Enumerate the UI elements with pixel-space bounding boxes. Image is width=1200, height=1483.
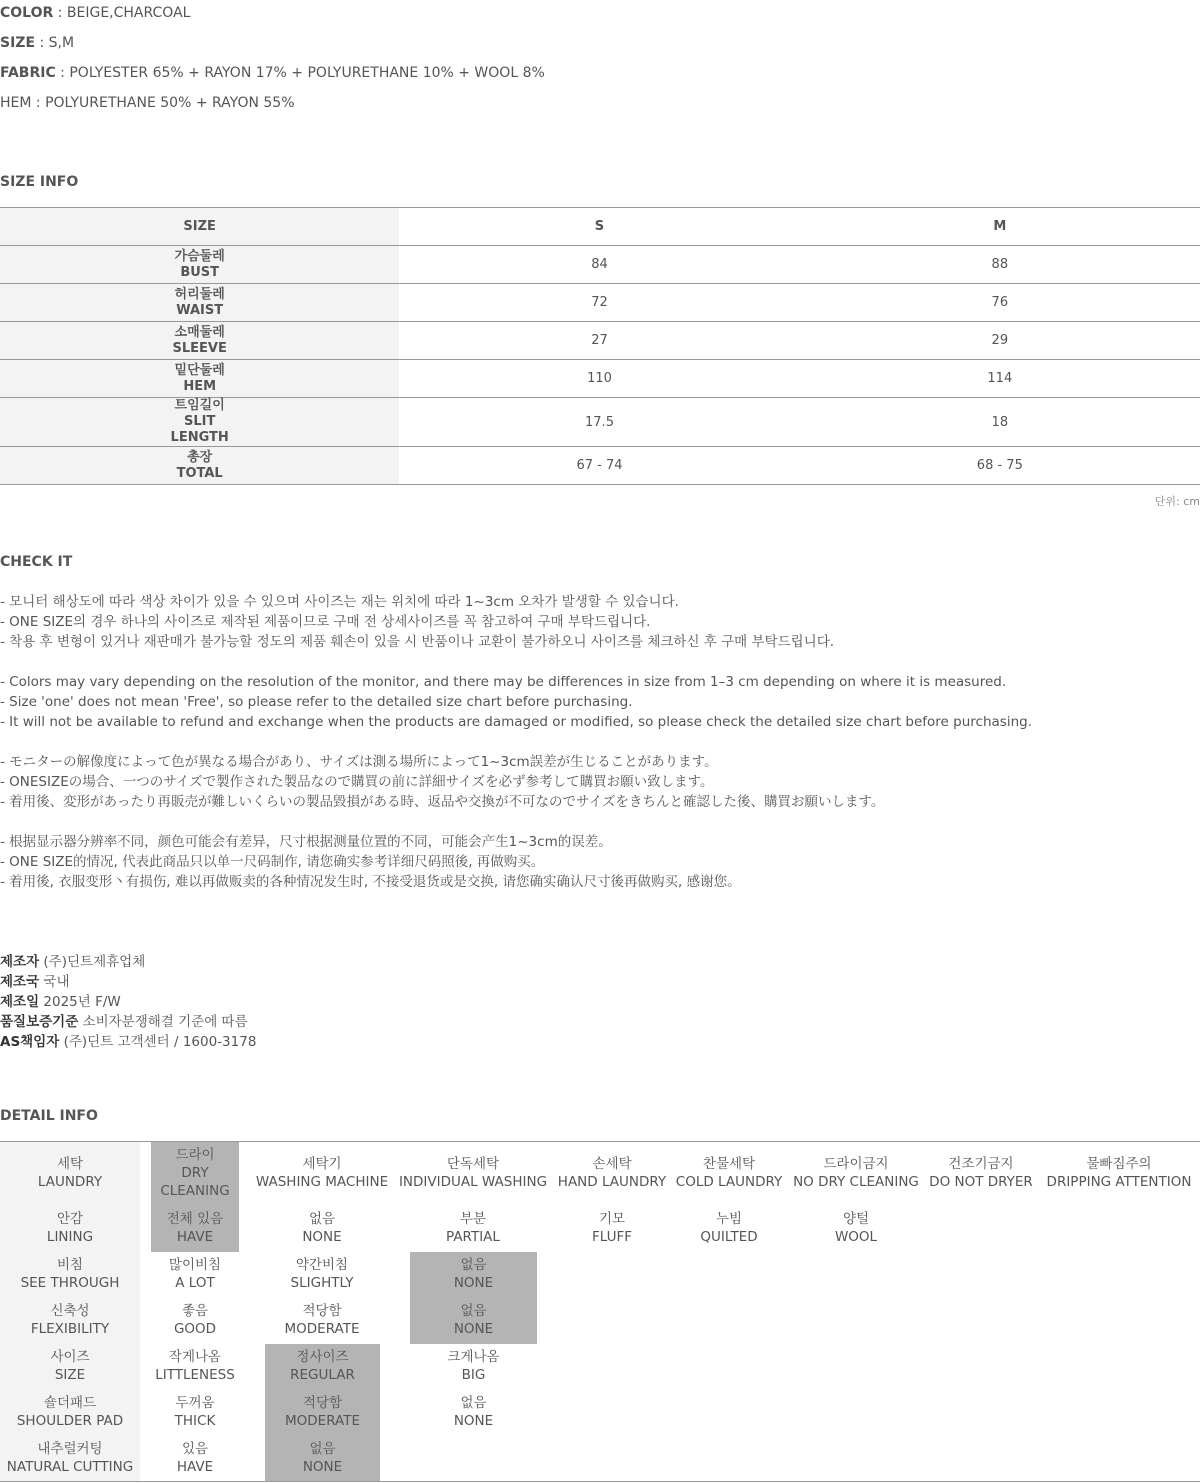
option-en: WASHING MACHINE — [255, 1174, 389, 1190]
option-hand-laundry — [555, 1155, 669, 1191]
option-en: A LOT — [175, 1275, 215, 1291]
size-row-label — [0, 284, 399, 322]
as-value: (주)딘트 고객센터 / 1600-3178 — [59, 1034, 257, 1050]
label-ko: 신축성 — [50, 1303, 90, 1319]
label-ko: 가슴둘레 — [174, 248, 225, 264]
spec-fabric-value: : POLYESTER 65% + RAYON 17% + POLYURETHANE 10% + WOOL 8% — [55, 65, 545, 81]
option-no-dry-cleaning — [790, 1155, 922, 1191]
spec-color-value: : BEIGE,CHARCOAL — [53, 5, 191, 21]
option-en: THICK — [174, 1413, 216, 1429]
date-label: 제조일 — [0, 994, 40, 1010]
detail-label-flexibility — [0, 1302, 140, 1338]
date-line — [0, 992, 121, 1012]
option-shoulder-pad-none — [410, 1394, 537, 1430]
detail-label-laundry — [0, 1155, 140, 1191]
option-en: NONE — [453, 1275, 494, 1291]
country-label: 제조국 — [0, 974, 40, 990]
label-ko: 안감 — [56, 1211, 84, 1227]
manufacturer-line — [0, 952, 145, 972]
option-en: REGULAR — [290, 1367, 355, 1383]
option-washing-machine — [252, 1155, 392, 1191]
label-ko: 내추럴커팅 — [37, 1441, 103, 1457]
option-en: DO NOT DRYER — [929, 1174, 1033, 1190]
label-ko: 밑단둘레 — [174, 362, 225, 378]
option-en: INDIVIDUAL WASHING — [398, 1174, 548, 1190]
label-ko: 소매둘레 — [174, 324, 225, 340]
size-cell-m: 76 — [800, 284, 1200, 322]
option-see-through-a-lot — [140, 1256, 250, 1292]
check-note-en: - Size 'one' does not mean 'Free', so please refer to the detailed size chart before purchasing. — [0, 694, 633, 710]
size-cell-s: 110 — [399, 360, 799, 398]
option-ko: 크게나옴 — [447, 1349, 500, 1365]
size-table — [0, 207, 1200, 485]
label-en: SHOULDER PAD — [16, 1413, 124, 1429]
detail-label-lining — [0, 1210, 140, 1246]
size-cell-s: 17.5 — [399, 398, 799, 447]
size-cell-s: 67 - 74 — [399, 447, 799, 485]
size-row-total — [0, 447, 1200, 485]
label-en: BUST — [180, 264, 220, 280]
detail-label-natural-cutting — [0, 1440, 140, 1476]
size-row-waist — [0, 284, 1200, 322]
option-ko: 세탁기 — [302, 1156, 342, 1172]
size-header-m: M — [800, 208, 1200, 246]
size-table-header — [0, 208, 1200, 246]
size-row-label — [0, 360, 399, 398]
option-en: LITTLENESS — [155, 1367, 235, 1383]
check-note-ko: - 모니터 해상도에 따라 색상 차이가 있을 수 있으며 사이즈는 재는 위치에 따라 1~3cm 오차가 발생할 수 있습니다. — [0, 594, 679, 610]
option-en: QUILTED — [700, 1229, 758, 1245]
check-note-zh: - ONE SIZE的情况, 代表此商品只以单一尺码制作, 请您确实参考详细尺码照後, 再做购买。 — [0, 854, 545, 870]
manufacturer-value: (주)딘트제휴업체 — [39, 954, 146, 970]
option-ko: 없음 — [460, 1395, 487, 1411]
label-en: TOTAL — [176, 465, 223, 481]
label-ko: 비침 — [56, 1257, 84, 1273]
option-lining-wool — [790, 1210, 922, 1246]
option-ko: 적당함 — [302, 1303, 342, 1319]
option-lining-quilted — [670, 1210, 788, 1246]
label-en: NATURAL CUTTING — [6, 1459, 134, 1475]
option-en: HAVE — [176, 1229, 214, 1245]
size-row-hem — [0, 360, 1200, 398]
option-lining-partial — [398, 1210, 548, 1246]
option-ko: 있음 — [181, 1441, 209, 1457]
spec-fabric — [0, 65, 545, 81]
check-note-ja: - ONESIZEの場合、一つのサイズで製作された製品なので購買の前に詳細サイズを必ず参考して購買お願い致します。 — [0, 774, 714, 790]
label-ko: 세탁 — [56, 1156, 84, 1172]
option-ko: 물빠짐주의 — [1086, 1156, 1152, 1172]
option-en: HAVE — [176, 1459, 214, 1475]
option-ko: 없음 — [308, 1211, 336, 1227]
spec-size-value: : S,M — [35, 35, 75, 51]
option-shoulder-pad-moderate — [265, 1394, 380, 1430]
size-row-sleeve — [0, 322, 1200, 360]
check-note-ko: - 착용 후 변형이 있거나 재판매가 불가능할 정도의 제품 훼손이 있을 시 반품이나 교환이 불가하오니 사이즈를 체크하신 후 구매 부탁드립니다. — [0, 634, 835, 650]
size-header-size: SIZE — [0, 208, 399, 246]
option-ko: 작게나옴 — [168, 1349, 222, 1365]
option-flexibility-moderate — [252, 1302, 392, 1338]
label-ko: 트임길이 — [174, 398, 225, 413]
option-en: MODERATE — [284, 1321, 360, 1337]
country-value: 국내 — [39, 974, 70, 990]
option-flexibility-none — [410, 1302, 537, 1338]
spec-hem: HEM : POLYURETHANE 50% + RAYON 55% — [0, 95, 295, 111]
option-en: NONE — [302, 1229, 342, 1245]
option-ko: 드라이 — [175, 1147, 215, 1163]
size-row-slit-length — [0, 398, 1200, 447]
option-en: BIG — [461, 1367, 486, 1383]
detail-info-title: DETAIL INFO — [0, 1108, 98, 1124]
as-label: AS책임자 — [0, 1034, 60, 1050]
size-row-label — [0, 447, 399, 485]
option-dripping-attention — [1040, 1155, 1198, 1191]
size-cell-m: 68 - 75 — [800, 447, 1200, 485]
size-unit: 단위: cm — [1154, 495, 1200, 508]
warranty-label: 품질보증기준 — [0, 1014, 79, 1030]
check-note-ja: - モニターの解像度によって色が異なる場合があり、サイズは測る場所によって1~3cm誤差が生じることがあります。 — [0, 754, 718, 770]
label-en2: LENGTH — [170, 430, 229, 445]
size-info-title: SIZE INFO — [0, 174, 79, 190]
size-row-label — [0, 246, 399, 284]
option-size-littleness — [140, 1348, 250, 1384]
check-it-title: CHECK IT — [0, 554, 73, 570]
option-ko: 두꺼움 — [175, 1395, 215, 1411]
check-note-ko: - ONE SIZE의 경우 하나의 사이즈로 제작된 제품이므로 구매 전 상세사이즈를 꼭 참고하여 구매 부탁드립니다. — [0, 614, 651, 630]
option-en: NONE — [453, 1413, 494, 1429]
size-cell-m: 114 — [800, 360, 1200, 398]
option-ko: 약간비침 — [295, 1257, 349, 1273]
option-en: NO DRY CLEANING — [793, 1174, 919, 1190]
option-en: GOOD — [173, 1321, 217, 1337]
label-en: SIZE — [54, 1367, 86, 1383]
label-en: LAUNDRY — [37, 1174, 103, 1190]
option-ko: 누빔 — [715, 1211, 743, 1227]
spec-color-label: COLOR — [0, 5, 54, 21]
option-see-through-slightly — [252, 1256, 392, 1292]
option-en: COLD LAUNDRY — [675, 1174, 783, 1190]
option-ko: 없음 — [309, 1441, 336, 1457]
option-en: DRY — [181, 1165, 209, 1181]
option-ko: 찬물세탁 — [702, 1156, 756, 1172]
size-row-label — [0, 398, 399, 447]
manufacturer-label: 제조자 — [0, 954, 40, 970]
option-ko: 전체 있음 — [166, 1211, 224, 1227]
option-shoulder-pad-thick — [140, 1394, 250, 1430]
detail-label-shoulder-pad — [0, 1394, 140, 1430]
size-cell-s: 27 — [399, 322, 799, 360]
option-lining-have — [151, 1210, 239, 1246]
label-ko: 총장 — [187, 449, 213, 465]
option-individual-washing — [398, 1155, 548, 1191]
option-ko: 단독세탁 — [446, 1156, 500, 1172]
option-see-through-none — [410, 1256, 537, 1292]
label-ko: 허리둘레 — [174, 286, 225, 302]
label-ko: 사이즈 — [50, 1349, 90, 1365]
spec-size — [0, 35, 74, 51]
option-en: PARTIAL — [446, 1229, 500, 1245]
spec-size-label: SIZE — [0, 35, 36, 51]
spec-color — [0, 5, 190, 21]
option-en: NONE — [453, 1321, 494, 1337]
date-value: 2025년 F/W — [39, 994, 121, 1010]
label-en: SLIT — [183, 414, 216, 429]
check-note-ja: - 着用後、変形があったり再販売が難しいくらいの製品毀損がある時、返品や交換が不可なのでサイズをきちんと確認した後、購買お願いします。 — [0, 794, 885, 810]
option-ko: 기모 — [598, 1211, 626, 1227]
option-flexibility-good — [140, 1302, 250, 1338]
spec-fabric-label: FABRIC — [0, 65, 56, 81]
detail-label-size — [0, 1348, 140, 1384]
label-en: SLEEVE — [172, 340, 227, 356]
detail-bottom-border — [0, 1481, 1200, 1482]
warranty-value: 소비자분쟁해결 기준에 따름 — [78, 1014, 248, 1030]
option-do-not-dryer — [924, 1155, 1038, 1191]
check-note-zh: - 根据显示器分辨率不同，颜色可能会有差异，尺寸根据测量位置的不同，可能会产生1~3cm的误差。 — [0, 834, 612, 850]
label-en: HEM — [183, 378, 217, 394]
option-ko: 양털 — [842, 1211, 870, 1227]
size-cell-m: 18 — [800, 398, 1200, 447]
option-en2: CLEANING — [160, 1183, 230, 1199]
label-en: FLEXIBILITY — [30, 1321, 110, 1337]
size-row-bust — [0, 246, 1200, 284]
label-ko: 숄더패드 — [43, 1395, 97, 1411]
check-note-en: - Colors may vary depending on the resolution of the monitor, and there may be differences in size from 1–3 cm depending on where it is measured. — [0, 674, 1007, 690]
option-en: MODERATE — [285, 1413, 360, 1429]
option-en: SLIGHTLY — [290, 1275, 354, 1291]
warranty-line — [0, 1012, 248, 1032]
option-natural-cutting-none — [265, 1440, 380, 1476]
option-ko: 부분 — [459, 1211, 487, 1227]
option-ko: 드라이금지 — [823, 1156, 889, 1172]
size-cell-m: 29 — [800, 322, 1200, 360]
label-en: LINING — [46, 1229, 94, 1245]
option-natural-cutting-have — [140, 1440, 250, 1476]
option-en: HAND LAUNDRY — [557, 1174, 667, 1190]
option-ko: 없음 — [460, 1303, 487, 1319]
option-ko: 건조기금지 — [948, 1156, 1014, 1172]
option-en: WOOL — [834, 1229, 878, 1245]
option-en: NONE — [302, 1459, 343, 1475]
option-lining-fluff — [555, 1210, 669, 1246]
option-dry-cleaning — [151, 1146, 239, 1200]
check-note-zh: - 着用後, 衣服变形丶有损伤, 难以再做贩卖的各种情况发生时, 不接受退货或是交换, 请您确实确认尺寸後再做购买, 感谢您。 — [0, 874, 741, 890]
size-row-label — [0, 322, 399, 360]
option-en: DRIPPING ATTENTION — [1046, 1174, 1192, 1190]
option-ko: 많이비침 — [168, 1257, 222, 1273]
option-lining-none — [252, 1210, 392, 1246]
country-line — [0, 972, 70, 992]
option-ko: 좋음 — [181, 1303, 209, 1319]
size-cell-s: 84 — [399, 246, 799, 284]
option-en: FLUFF — [591, 1229, 633, 1245]
as-line — [0, 1032, 256, 1052]
option-ko: 정사이즈 — [296, 1349, 349, 1365]
detail-label-see-through — [0, 1256, 140, 1292]
size-cell-m: 88 — [800, 246, 1200, 284]
option-size-big — [410, 1348, 537, 1384]
option-size-regular — [265, 1348, 380, 1384]
label-en: SEE THROUGH — [20, 1275, 120, 1291]
size-cell-s: 72 — [399, 284, 799, 322]
size-header-s: S — [399, 208, 799, 246]
check-note-en: - It will not be available to refund and exchange when the products are damaged or modified, so please check the detailed size chart before purchasing. — [0, 714, 1032, 730]
option-ko: 없음 — [460, 1257, 487, 1273]
option-cold-laundry — [670, 1155, 788, 1191]
option-ko: 손세탁 — [592, 1156, 632, 1172]
label-en: WAIST — [176, 302, 224, 318]
option-ko: 적당함 — [302, 1395, 343, 1411]
